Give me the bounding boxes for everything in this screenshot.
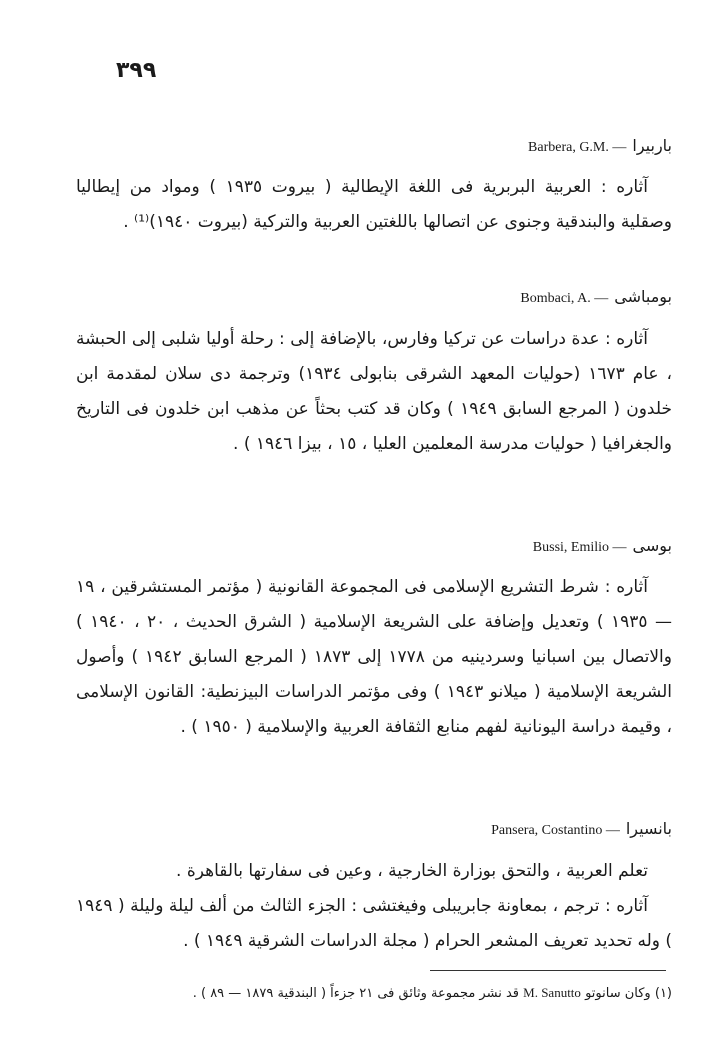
entry-latin-name: Barbera, G.M. —: [528, 140, 627, 155]
entry-paragraph: آثاره : ترجم ، بمعاونة جابريبلى وفيغتشى : الجزء الثالث من ألف ليلة وليلة ( ١٩٤٩ ) وله تحديد تعريف المشعر الحرام ( مجلة الدراسات الشرقية ١٩٤٩ ) .: [76, 896, 672, 951]
entry-arabic-name: باربيرا: [632, 136, 672, 155]
entry-paragraph: آثاره : شرط التشريع الإسلامى فى المجموعة القانونية ( مؤتمر المستشرقين ، ١٩ — ١٩٣٥ ) وتعديل وإضافة على الشريعة الإسلامية ( الشرق الحديث ، ٢٠ ، ١٩٤٠ ) والاتصال بين اسبانيا وسردينيه من ١٧٧٨ إلى ١٨٧٣ ( المرجع السابق ١٩٤٢ ) وأصول الشريعة الإسلامية ( ميلانو ١٩٤٣ ) وفى مؤتمر الدراسات البيزنطية: القانون الإسلامى ، وقيمة دراسة اليونانية لفهم منابع الثقافة العربية والإسلامية ( ١٩٥٠ ) .: [76, 577, 672, 737]
footnote-marker: (١): [654, 986, 672, 1001]
entry-heading-bombaci: [520, 287, 672, 307]
entry-body-barbera: [76, 170, 672, 240]
entry-arabic-name: بوسى: [632, 536, 672, 555]
footnote-text-before: وكان سانوتو: [585, 986, 651, 1001]
footnote-latin-name: M. Sanutto: [523, 985, 581, 1000]
entry-heading-pansera: [491, 819, 672, 839]
footnote-divider: [430, 970, 666, 971]
entry-heading-barbera: [528, 136, 672, 156]
entry-paragraph: تعلم العربية ، والتحق بوزارة الخارجية ، وعين فى سفارتها بالقاهرة .: [176, 861, 648, 881]
entry-body-bussi: [76, 570, 672, 745]
entry-arabic-name: بانسيرا: [625, 819, 672, 838]
entry-paragraph: آثاره : العربية البربرية فى اللغة الإيطالية ( بيروت ١٩٣٥ ) ومواد من إيطاليا وصقلية والبندقية وجنوى عن اتصالها باللغتين العربية والتركية (بيروت ١٩٤٠)⁽¹⁾ .: [76, 177, 672, 232]
entry-heading-bussi: [533, 536, 672, 556]
entry-arabic-name: بومباشى: [614, 287, 672, 306]
entry-latin-name: Pansera, Costantino —: [491, 823, 620, 838]
footnote: [76, 982, 672, 1005]
footnote-text-after: قد نشر مجموعة وثائق فى ٢١ جزءاً ( البندقية ١٨٧٩ — ٨٩ ) .: [192, 986, 519, 1001]
entry-latin-name: Bussi, Emilio —: [532, 540, 627, 555]
entry-paragraph: آثاره : عدة دراسات عن تركيا وفارس، بالإضافة إلى : رحلة أوليا شلبى إلى الحبشة ، عام ١٦٧٣ (حوليات المعهد الشرقى بنابولى ١٩٣٤) وترجمة دى سلان لمقدمة ابن خلدون ( المرجع السابق ١٩٤٩ ) وكان قد كتب بحثاً عن مذهب ابن خلدون فى التاريخ والجغرافيا ( حوليات مدرسة المعلمين العليا ، ١٥ ، بيزا ١٩٤٦ ) .: [76, 329, 672, 454]
entry-latin-name: Bombaci, A. —: [520, 291, 609, 306]
page-number: ٣٩٩: [116, 58, 157, 83]
entry-body-pansera: [76, 854, 672, 959]
entry-body-bombaci: [76, 322, 672, 462]
